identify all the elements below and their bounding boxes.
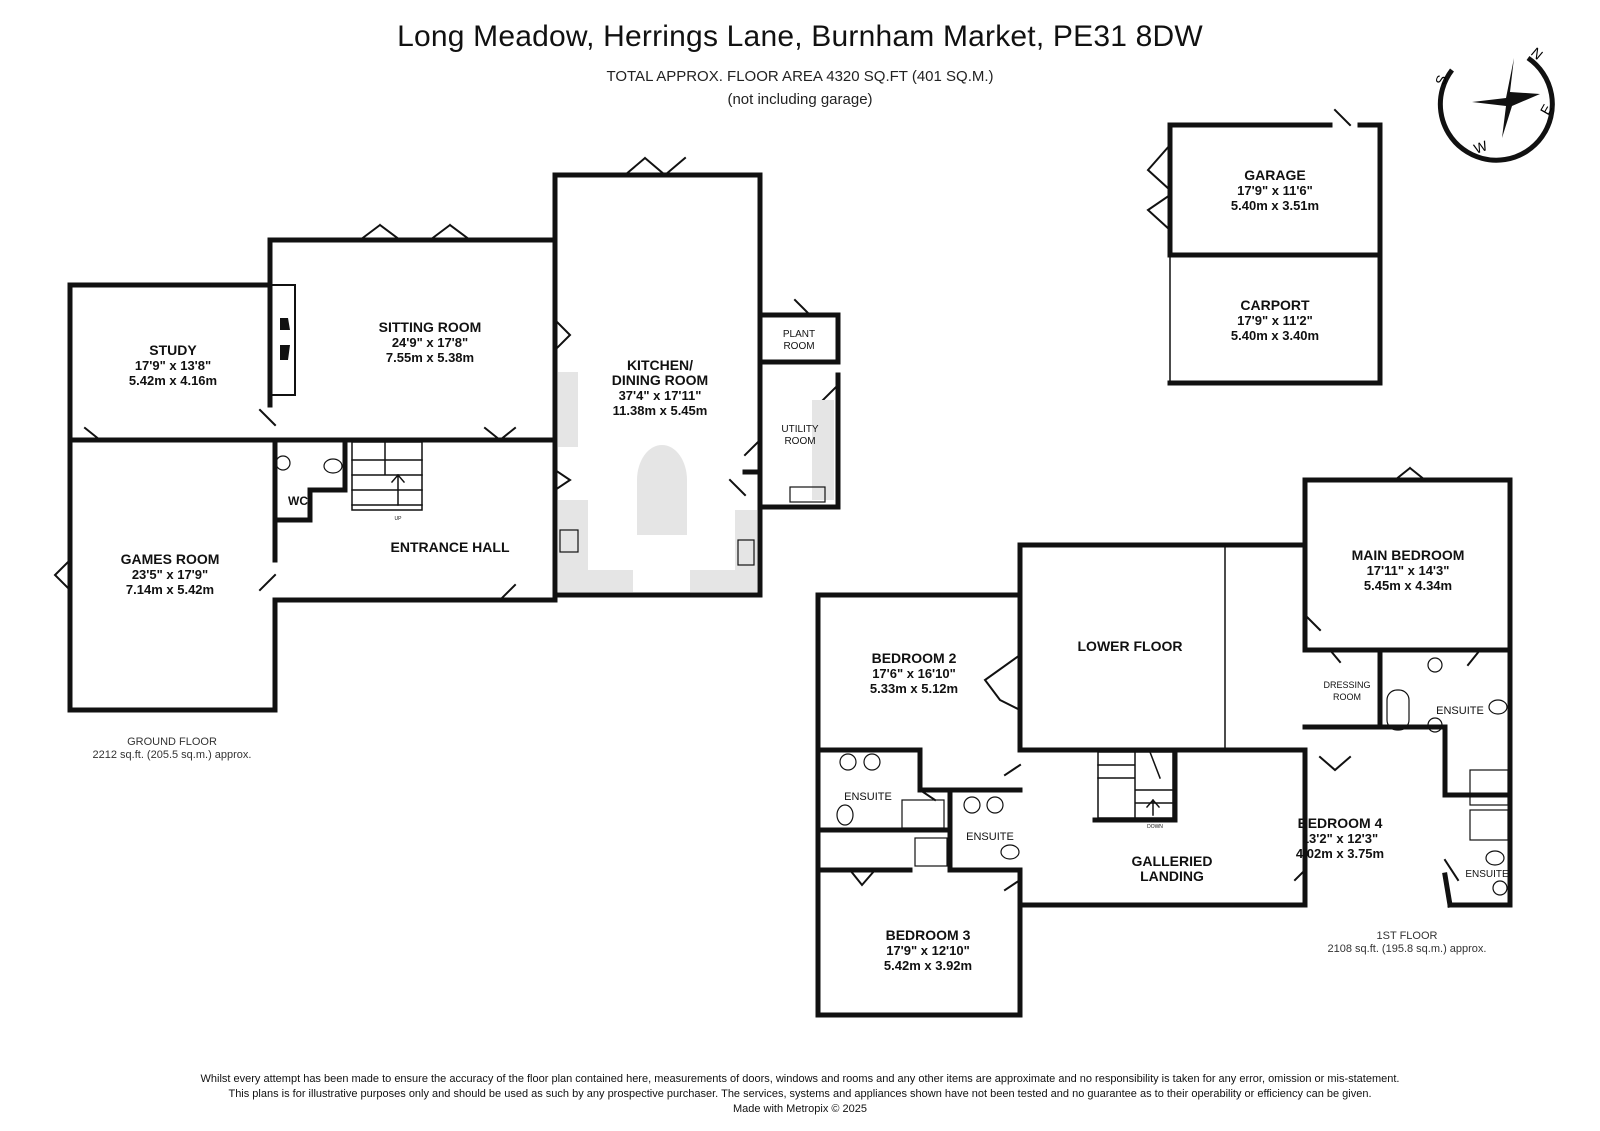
- ground-floor-windows: [70, 190, 690, 710]
- bedroom4-imperial: 13'2" x 12'3": [1301, 831, 1379, 846]
- bedroom3-label: BEDROOM 3: [885, 927, 971, 943]
- utility-room-label-1: UTILITY: [781, 424, 819, 435]
- bedroom2-metric: 5.33m x 5.12m: [869, 681, 959, 696]
- games-room-label: GAMES ROOM: [120, 551, 220, 567]
- garage-metric: 5.40m x 3.51m: [1230, 198, 1320, 213]
- dressing-room-label-1: DRESSING: [1323, 680, 1371, 690]
- ensuite-bed2-label: ENSUITE: [844, 791, 892, 803]
- page-title: Long Meadow, Herrings Lane, Burnham Market, PE31 8DW: [397, 20, 1203, 53]
- bedroom2-label: BEDROOM 2: [871, 650, 957, 666]
- games-room-metric: 7.14m x 5.42m: [125, 582, 215, 597]
- kitchen-label-1: KITCHEN/: [626, 357, 694, 373]
- compass-e: E: [1536, 101, 1556, 118]
- first-floor-label: 1ST FLOOR: [1376, 930, 1438, 942]
- ground-floor-label: GROUND FLOOR: [127, 736, 217, 748]
- galleried-landing-label-1: GALLERIED: [1131, 853, 1213, 869]
- total-floor-area: TOTAL APPROX. FLOOR AREA 4320 SQ.FT (401 SQ.M.): [606, 68, 994, 85]
- garage-label: GARAGE: [1244, 167, 1306, 183]
- bedroom2-imperial: 17'6" x 16'10": [872, 666, 956, 681]
- plant-room-label-1: PLANT: [782, 329, 816, 340]
- kitchen-imperial: 37'4" x 17'11": [618, 388, 702, 403]
- ensuite-bed3-label: ENSUITE: [966, 831, 1014, 843]
- wc-toilet-icon: [324, 459, 342, 473]
- study-imperial: 17'9" x 13'8": [134, 358, 212, 373]
- entrance-hall-label: ENTRANCE HALL: [390, 539, 510, 555]
- utility-room-label-2: ROOM: [784, 436, 816, 447]
- kitchen-metric: 11.38m x 5.45m: [612, 403, 708, 418]
- main-bedroom-metric: 5.45m x 4.34m: [1363, 578, 1453, 593]
- stairs-down-label: DOWN: [1147, 824, 1163, 830]
- wc-basin-icon: [276, 456, 290, 470]
- carport-imperial: 17'9" x 11'2": [1237, 313, 1313, 328]
- bedroom4-metric: 4.02m x 3.75m: [1295, 846, 1385, 861]
- carport-metric: 5.40m x 3.40m: [1230, 328, 1320, 343]
- stairs-up-label: UP: [394, 516, 402, 522]
- games-room-imperial: 23'5" x 17'9": [131, 567, 209, 582]
- area-note: (not including garage): [727, 91, 873, 108]
- compass-s: S: [1431, 72, 1451, 88]
- carport-label: CARPORT: [1240, 297, 1310, 313]
- dressing-room-label-2: ROOM: [1333, 692, 1361, 702]
- main-bedroom-imperial: 17'11" x 14'3": [1366, 563, 1450, 578]
- bedroom3-imperial: 17'9" x 12'10": [886, 943, 970, 958]
- ensuite-main-label: ENSUITE: [1436, 705, 1484, 717]
- study-metric: 5.42m x 4.16m: [128, 373, 218, 388]
- compass-w: W: [1471, 137, 1490, 157]
- main-bedroom-label: MAIN BEDROOM: [1351, 547, 1465, 563]
- sitting-room-label: SITTING ROOM: [378, 319, 482, 335]
- kitchen-label-2: DINING ROOM: [611, 372, 709, 388]
- disclaimer-line-2: This plans is for illustrative purposes only and should be used as such by any prospective purchaser. The services, systems and appliances shown have not been tested and no guarantee as to their operability or efficiency can be given.: [228, 1088, 1372, 1100]
- first-floor-area: 2108 sq.ft. (195.8 sq.m.) approx.: [1327, 943, 1487, 955]
- wc-label: WC: [288, 494, 308, 508]
- disclaimer-line-3: Made with Metropix © 2025: [732, 1103, 868, 1115]
- study-label: STUDY: [149, 342, 197, 358]
- fireplace: [270, 285, 295, 395]
- sitting-room-metric: 7.55m x 5.38m: [385, 350, 475, 365]
- sitting-room-imperial: 24'9" x 17'8": [391, 335, 469, 350]
- ground-floor-area: 2212 sq.ft. (205.5 sq.m.) approx.: [92, 749, 252, 761]
- lower-floor-label: LOWER FLOOR: [1077, 638, 1183, 654]
- disclaimer-line-1: Whilst every attempt has been made to ensure the accuracy of the floor plan contained here, measurements of doors, windows and rooms and any other items are approximate and no responsibility is taken for any error, omission or mis-statement.: [200, 1073, 1400, 1085]
- garage-imperial: 17'9" x 11'6": [1237, 183, 1313, 198]
- ground-floor-walls: [70, 175, 838, 710]
- bedroom4-label: BEDROOM 4: [1297, 815, 1383, 831]
- ground-floor-stairs: [352, 442, 422, 510]
- galleried-landing-label-2: LANDING: [1140, 868, 1204, 884]
- compass-n: N: [1528, 44, 1547, 63]
- first-floor-stairs: [1098, 752, 1173, 818]
- bedroom3-metric: 5.42m x 3.92m: [883, 958, 973, 973]
- ensuite-bed4-label: ENSUITE: [1465, 869, 1509, 880]
- plant-room-label-2: ROOM: [783, 341, 815, 352]
